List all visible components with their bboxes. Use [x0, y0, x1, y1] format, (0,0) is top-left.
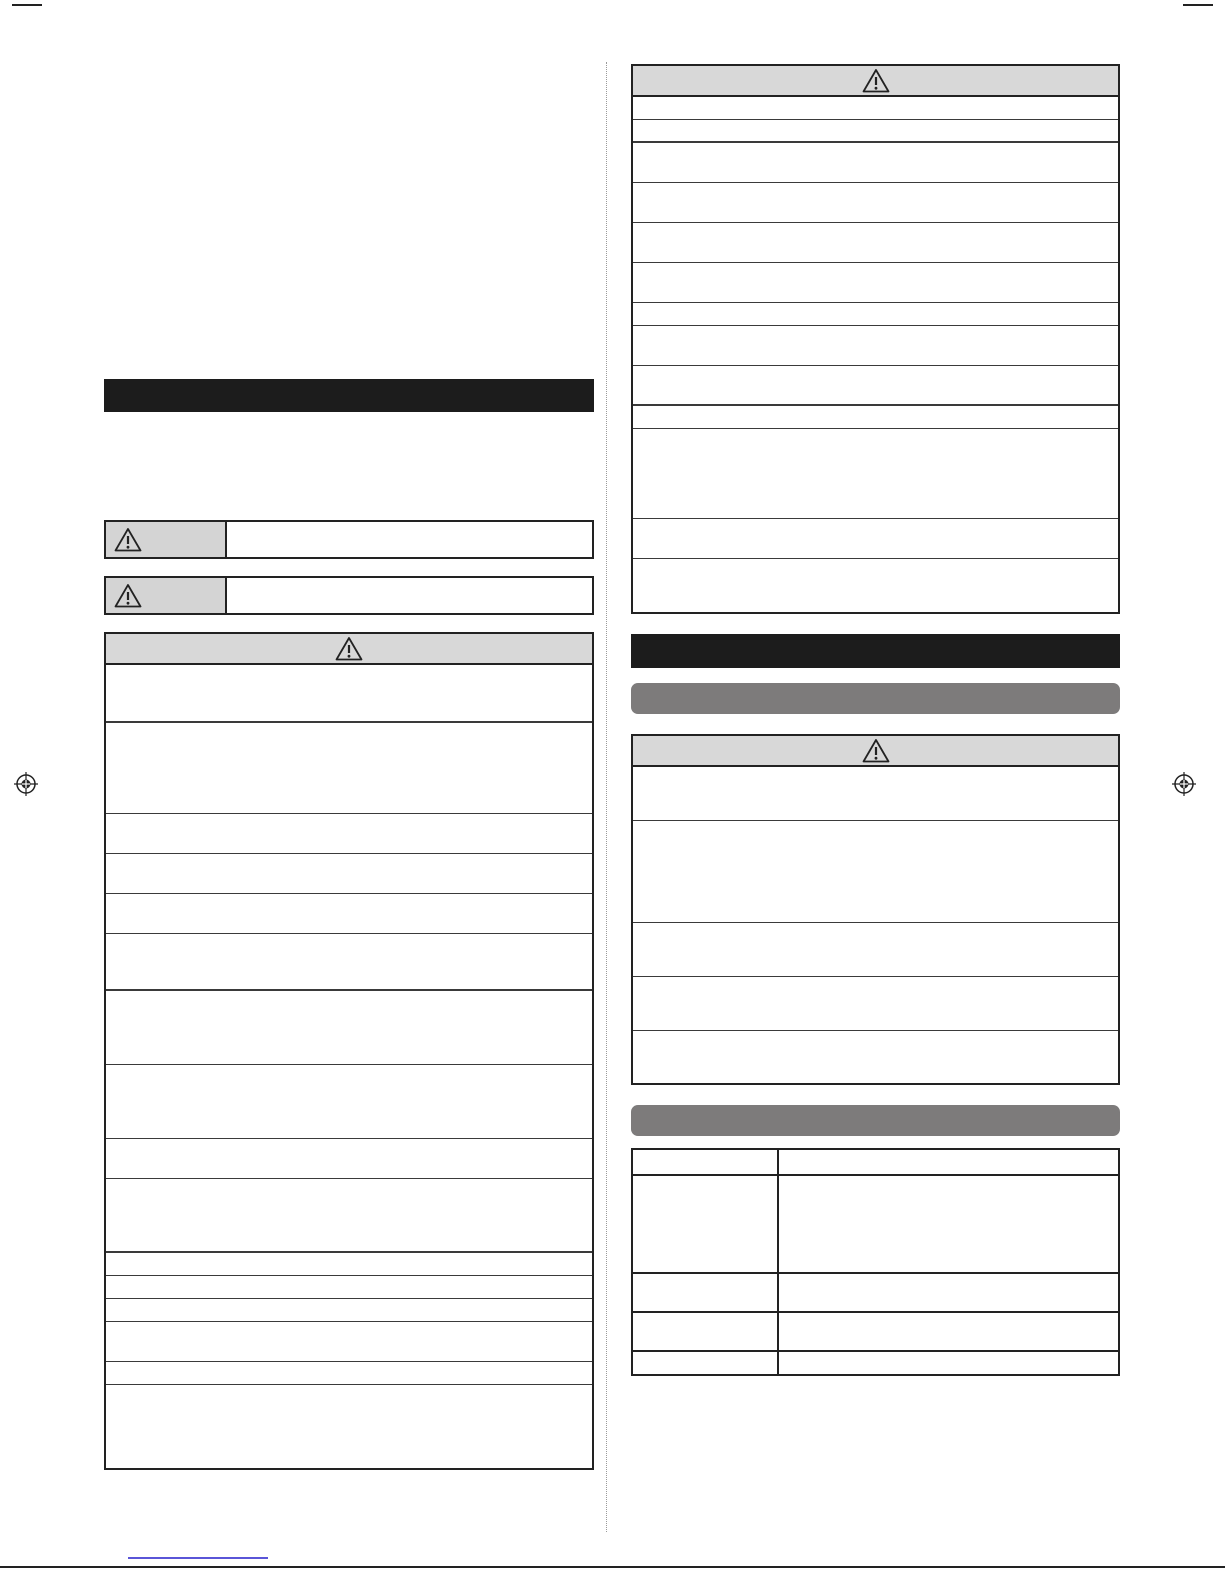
table-row: [633, 1313, 1118, 1352]
table-row: [633, 1352, 1118, 1374]
warning-table-right-middle: [631, 734, 1120, 1085]
table-row: [106, 1139, 592, 1179]
table-cell: [779, 1176, 1118, 1272]
section-heading-bar-safety: [104, 379, 594, 412]
crop-mark-top-left: [12, 4, 42, 6]
footer-rule: [0, 1566, 1225, 1568]
table-row: [633, 519, 1118, 559]
crop-mark-top-right: [1183, 4, 1213, 6]
table-row: [106, 894, 592, 934]
table-row: [633, 406, 1118, 429]
warning-triangle-icon: [114, 527, 142, 553]
section-heading-bar-operation: [631, 634, 1120, 668]
table-row: [633, 1031, 1118, 1085]
warning-triangle-icon: [862, 738, 890, 764]
table-row: [633, 767, 1118, 821]
table-row: [633, 1274, 1118, 1313]
footer-link-underline: [128, 1557, 268, 1559]
warning-table-right-top: [631, 64, 1120, 614]
warning-table-header: [633, 736, 1118, 767]
table-cell: [779, 1352, 1118, 1374]
warning-label-cell: [106, 522, 227, 557]
caution-label-cell: [106, 578, 227, 613]
table-row: [106, 1179, 592, 1253]
table-row: [106, 1065, 592, 1139]
table-cell: [633, 1176, 779, 1272]
table-row: [106, 1385, 592, 1472]
table-cell: [779, 1274, 1118, 1311]
table-row: [106, 991, 592, 1065]
table-row: [106, 854, 592, 894]
warning-triangle-icon: [862, 68, 890, 94]
registration-crosshair-icon: [1172, 772, 1196, 796]
table-row: [106, 1362, 592, 1385]
table-row: [106, 723, 592, 814]
caution-label-box: [104, 576, 594, 615]
table-row: [633, 1150, 1118, 1176]
table-cell: [779, 1313, 1118, 1350]
table-row: [633, 263, 1118, 303]
warning-table-left: [104, 632, 594, 1470]
caution-label-description: [227, 578, 592, 613]
table-cell: [633, 1150, 779, 1174]
warning-triangle-icon: [114, 583, 142, 609]
table-row: [633, 120, 1118, 143]
table-row: [633, 923, 1118, 977]
table-row: [633, 366, 1118, 406]
table-row: [633, 821, 1118, 923]
registration-crosshair-icon: [14, 772, 38, 796]
subsection-heading-bar-1: [631, 683, 1120, 714]
table-row: [106, 1253, 592, 1276]
table-row: [633, 429, 1118, 519]
warning-label-box: [104, 520, 594, 559]
table-cell: [633, 1313, 779, 1350]
table-row: [106, 1299, 592, 1322]
table-row: [633, 143, 1118, 183]
table-row: [633, 223, 1118, 263]
table-row: [106, 1322, 592, 1362]
subsection-heading-bar-2: [631, 1105, 1120, 1136]
table-row: [633, 1176, 1118, 1274]
column-divider: [606, 62, 607, 1532]
table-row: [106, 665, 592, 723]
warning-label-description: [227, 522, 592, 557]
warning-table-header: [633, 66, 1118, 97]
table-row: [106, 814, 592, 854]
table-row: [633, 977, 1118, 1031]
table-row: [633, 183, 1118, 223]
table-row: [106, 1276, 592, 1299]
warning-triangle-icon: [335, 636, 363, 662]
warning-table-header: [106, 634, 592, 665]
table-row: [106, 934, 592, 991]
table-cell: [779, 1150, 1118, 1174]
table-row: [633, 97, 1118, 120]
table-cell: [633, 1274, 779, 1311]
table-row: [633, 303, 1118, 326]
table-row: [633, 326, 1118, 366]
table-row: [633, 559, 1118, 616]
two-column-table: [631, 1148, 1120, 1376]
table-cell: [633, 1352, 779, 1374]
